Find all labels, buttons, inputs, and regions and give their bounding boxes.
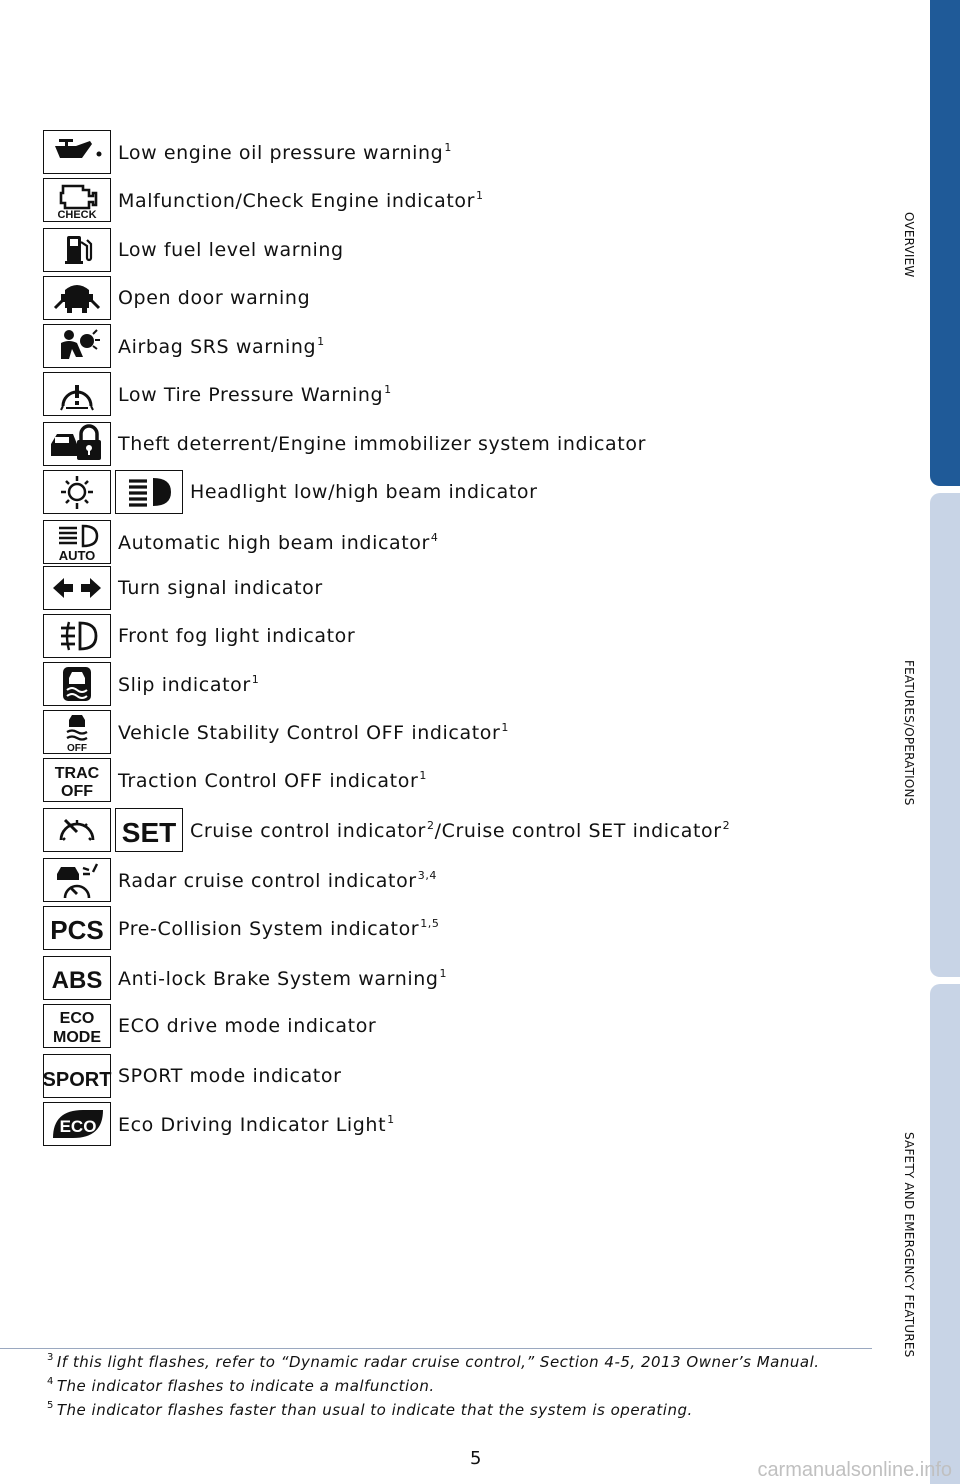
abs-icon	[43, 956, 111, 1000]
indicator-row	[43, 566, 323, 610]
indicator-label: Low Tire Pressure Warning$^1$	[118, 382, 392, 406]
trac-off-icon	[43, 758, 111, 802]
tab-features-operations[interactable]	[930, 493, 960, 977]
page-number: 5	[470, 1448, 482, 1469]
indicator-row	[43, 662, 259, 706]
indicator-label: Malfunction/Check Engine indicator$^1$	[118, 188, 484, 212]
indicator-label: Airbag SRS warning$^1$	[118, 334, 325, 358]
fog-light-icon	[43, 614, 111, 658]
indicator-row	[43, 470, 538, 514]
security-car-lock-icon	[43, 422, 111, 466]
indicator-label: ECO drive mode indicator	[118, 1015, 377, 1037]
icon-text: SET	[121, 817, 177, 848]
indicator-label: Vehicle Stability Control OFF indicator$^1$	[118, 720, 509, 744]
icon-text: PCS	[50, 915, 104, 945]
icon-text: CHECK	[57, 209, 97, 221]
indicator-label: Eco Driving Indicator Light$^1$	[118, 1112, 395, 1136]
indicator-label: Low fuel level warning	[118, 239, 344, 261]
icon-text: AUTO	[58, 548, 96, 563]
auto-high-beam-icon	[43, 520, 111, 564]
headlight-low-icon	[43, 470, 111, 514]
eco-light-icon	[43, 1102, 111, 1146]
indicator-row	[43, 808, 730, 852]
icon-text: SPORT	[42, 1069, 112, 1091]
pcs-icon	[43, 906, 111, 950]
indicator-label: Radar cruise control indicator$^{3,4}$	[118, 868, 438, 892]
icon-text: MODE	[53, 1029, 101, 1046]
check-engine-icon	[43, 178, 111, 222]
tab-label-safety: SAFETY AND EMERGENCY FEATURES	[902, 1132, 916, 1358]
icon-text: ECO	[59, 1117, 97, 1136]
indicator-row	[43, 520, 439, 564]
indicator-label: Automatic high beam indicator$^4$	[118, 530, 439, 554]
indicator-row	[43, 324, 325, 368]
indicator-row	[43, 178, 484, 222]
cruise-set-icon	[115, 808, 183, 852]
indicator-label: Traction Control OFF indicator$^1$	[118, 768, 427, 792]
watermark: carmanualsonline.info	[757, 1459, 952, 1481]
indicator-row	[43, 276, 310, 320]
open-door-icon	[43, 276, 111, 320]
tab-safety-emergency[interactable]	[930, 984, 960, 1484]
indicator-label: SPORT mode indicator	[118, 1065, 342, 1087]
indicator-label: Slip indicator$^1$	[118, 672, 260, 696]
indicator-label: Headlight low/high beam indicator	[190, 481, 538, 503]
oil-can-icon	[43, 130, 111, 174]
indicator-row	[43, 1004, 376, 1048]
turn-signal-arrows-icon	[43, 566, 111, 610]
tab-label-overview: OVERVIEW	[902, 212, 916, 278]
icon-text: OFF	[67, 743, 87, 754]
indicator-row	[43, 956, 447, 1000]
indicator-row	[43, 906, 440, 950]
high-beam-icon	[115, 470, 183, 514]
fuel-pump-icon	[43, 228, 111, 272]
tire-pressure-icon	[43, 372, 111, 416]
indicator-row	[43, 422, 646, 466]
icon-text: ABS	[51, 967, 103, 994]
vsc-off-icon	[43, 710, 111, 754]
slip-car-icon	[43, 662, 111, 706]
icon-text: OFF	[61, 783, 93, 800]
icon-text: TRAC	[54, 765, 100, 782]
indicator-row	[43, 1102, 395, 1146]
indicator-label: Front fog light indicator	[118, 625, 356, 647]
indicator-row	[43, 710, 509, 754]
indicator-label: Low engine oil pressure warning$^1$	[118, 140, 452, 164]
airbag-icon	[43, 324, 111, 368]
footnote-divider	[0, 1348, 872, 1349]
indicator-row	[43, 1054, 342, 1098]
eco-mode-icon	[43, 1004, 111, 1048]
indicator-row	[43, 228, 344, 272]
tab-overview[interactable]	[930, 0, 960, 486]
sport-mode-icon	[43, 1054, 111, 1098]
icon-text: ECO	[59, 1010, 95, 1027]
radar-cruise-icon	[43, 858, 111, 902]
indicator-label: Open door warning	[118, 287, 311, 309]
indicator-row	[43, 614, 355, 658]
indicator-label: Turn signal indicator	[118, 577, 323, 599]
footnote-3: $^3$ If this light flashes, refer to “Dynamic radar cruise control,” Section 4-5, 2013 Owner’s Manual.	[47, 1352, 820, 1371]
footnote-4: $^4$ The indicator flashes to indicate a malfunction.	[47, 1376, 435, 1395]
indicator-label: Theft deterrent/Engine immobilizer system indicator	[118, 433, 646, 455]
indicator-label: Cruise control indicator$^2$/Cruise control SET indicator$^2$	[190, 818, 731, 842]
indicator-label: Pre-Collision System indicator$^{1,5}$	[118, 916, 440, 940]
indicator-label: Anti-lock Brake System warning$^1$	[118, 966, 448, 990]
indicator-row	[43, 130, 452, 174]
indicator-row	[43, 858, 437, 902]
tab-label-features-operations: FEATURES/OPERATIONS	[902, 660, 916, 806]
cruise-gauge-icon	[43, 808, 111, 852]
indicator-row	[43, 372, 392, 416]
indicator-row	[43, 758, 427, 802]
footnote-5: $^5$ The indicator flashes faster than usual to indicate that the system is operating.	[47, 1400, 693, 1419]
